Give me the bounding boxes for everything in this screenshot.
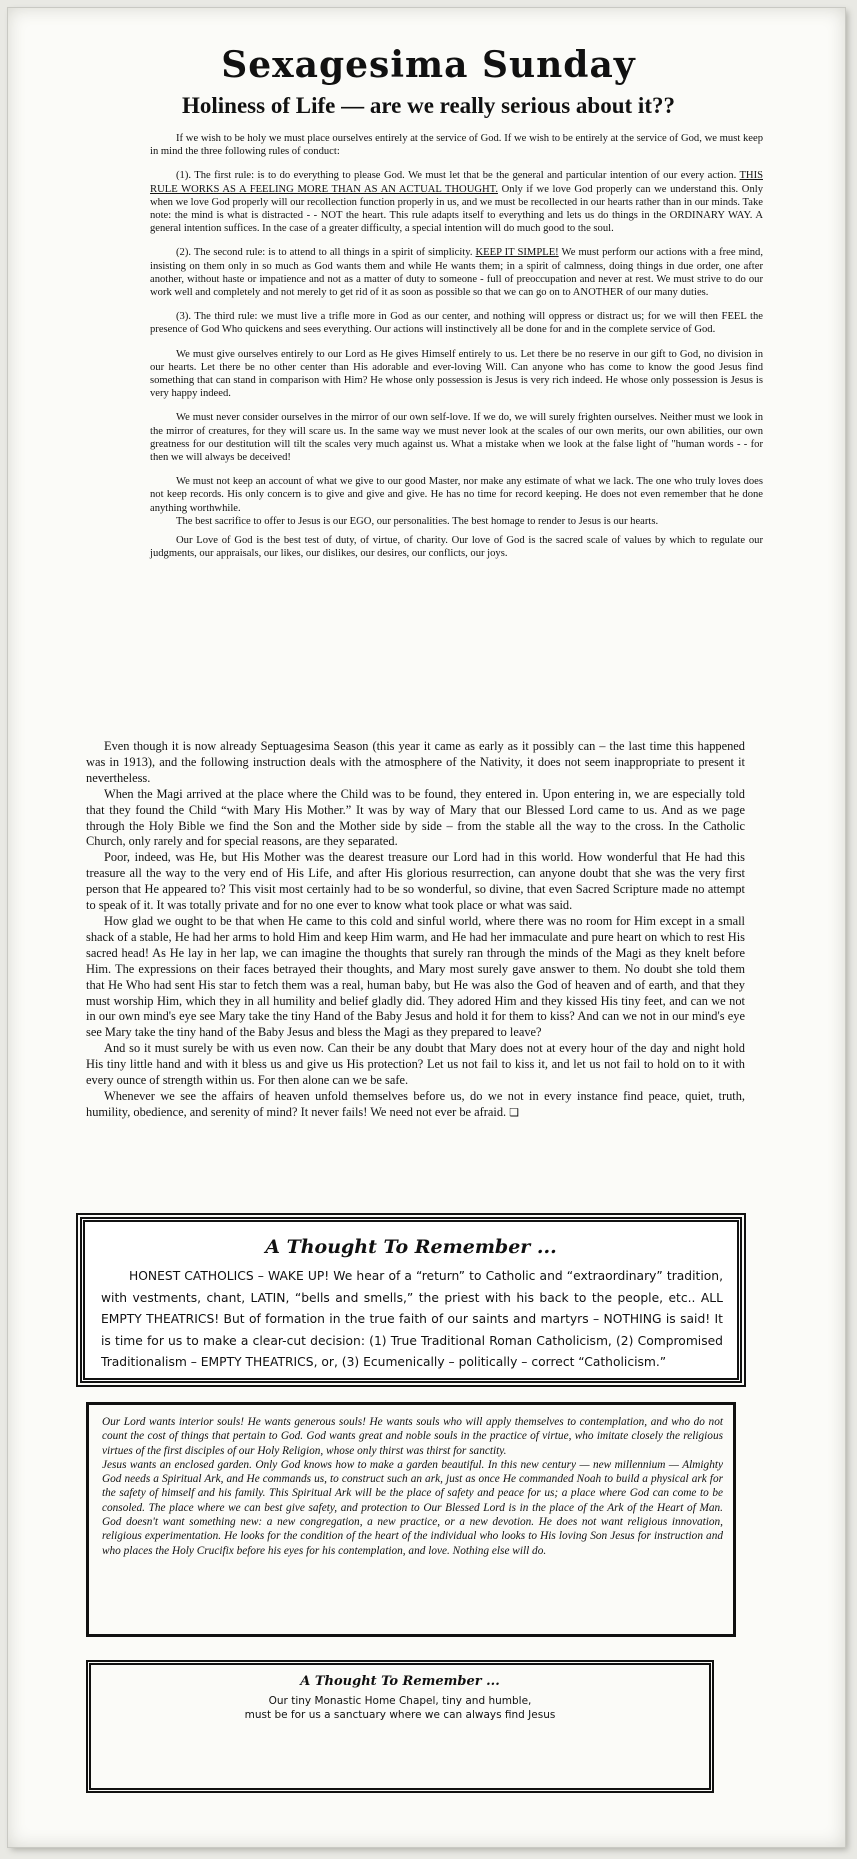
thought-box-secondary <box>86 1660 714 1793</box>
intro-section <box>150 132 763 571</box>
page-title: Sexagesima Sunday <box>221 44 636 86</box>
rule-two-text: (2). The second rule: is to attend to all things in a spirit of simplicity. <box>176 247 476 259</box>
article-paragraph <box>86 1089 745 1121</box>
thought-box-title: A Thought To Remember ... <box>265 1236 557 1258</box>
spiritual-ark-paragraph: Jesus wants an enclosed garden. Only God knows how to make a garden beautiful. In this new century — new millennium — Almighty God needs a Spiritual Ark, and He commands us, to construct such an ark, just as once He commanded Noah to build a physical ark for the safety of himself and his family. This Spiritual Ark will be the place of safety and peace for us; a place where God can come to be consoled. The place where we can best give safety, and protection to Our Blessed Lord is in the place of the Ark of the Heart of Man. God doesn't want something new: a new congregation, a new practice, or a new devotion. He does not want religious innovation, religious experimentation. He looks for the condition of the heart of the individual who looks to His loving Son Jesus for instruction and who places the Holy Crucifix before his eyes for his contemplation, and love. Nothing else will do. <box>102 1458 723 1557</box>
article-paragraph: And so it must surely be with us even now. Can their be any doubt that Mary does not at every hour of the day and night hold His tiny little hand and with it bless us and give us His protection? Let us not fail to kiss it, and let us not fail to hold on to it with every ounce of strength within us. For then alone can we be safe. <box>86 1041 745 1088</box>
magi-article <box>86 739 745 1121</box>
thought-box-title: A Thought To Remember ... <box>300 1674 500 1689</box>
article-paragraph: When the Magi arrived at the place where the Child was to be found, they entered in. Upon entering in, we are especially told that they found the Child “with Mary His Mother.” It was by way of Mary that our Blessed Lord came to us. And as we page through the Holy Bible we find the Son and the Mother side by side – from the stable all the way to the cross. In the Catholic Church, only rarely and for special reasons, are they separated. <box>86 786 745 849</box>
thought-box-primary <box>80 1217 742 1383</box>
intro-paragraph: We must never consider ourselves in the mirror of our own self-love. If we do, we will surely frighten ourselves. Neither must we look in the mirror of creatures, for they will scare us. In the same way we must never look at the scales of our own merits, our own abilities, our own greatness for our destitution will tilt the scales very much against us. What a mistake when we look at the false light of "human words - - for then we will always be deceived! <box>150 412 763 464</box>
article-paragraph: Even though it is now already Septuagesima Season (this year it came as early as it possibly can – the last time this happened was in 1913), and the following instruction deals with the atmosphere of the Nativity, it does not seem inappropriate to present it nevertheless. <box>86 739 745 785</box>
rule-one-text-cont: Only if we love God properly can we understand this. Only when we love God properly will our recollection function properly in us, and we must be recollected in our hearts rather than in our minds. Take note: the mind is what is distracted - - NOT the heart. This rule adapts itself to everything and lets us do things in the ORDINARY WAY. A general intention suffices. In the case of a greater difficulty, a special intention will do much good to the soul. <box>150 183 763 235</box>
intro-paragraph: We must not keep an account of what we give to our good Master, nor make any estimate of what we lack. The one who truly loves does not keep records. His only concern is to give and give and give. He has no time for record keeping. He does not even remember that he done anything worthwhile. <box>150 476 763 514</box>
thought-box-text: HONEST CATHOLICS – WAKE UP! We hear of a “return” to Catholic and “extraordinary” tradition, with vestments, chant, LATIN, “bells and smells,” the priest with his back to the people, etc.. ALL EMPTY THEATRICS! But of formation in the true faith of our saints and martyrs – NOTHING is said! It is time for us to make a clear-cut decision: (1) True Traditional Roman Catholicism, (2) Compromised Traditionalism – EMPTY THEATRICS, or, (3) Ecumenically – politically – correct “Catholicism.” <box>101 1269 723 1369</box>
rule-three-paragraph: (3). The third rule: we must live a trifle more in God as our center, and nothing will oppress or distract us; for we will then FEEL the presence of God Who quickens and sees everything. Our actions will instinctively all be done for and in the complete service of God. <box>150 311 763 336</box>
article-paragraph: How glad we ought to be that when He came to this cold and sinful world, where there was no room for Him except in a small shack of a stable, He had her arms to hold Him and keep Him warm, and He had her immaculate and pure heart on which to rest His sacred head! As He lay in her lap, we can imagine the thoughts that surely ran through the minds of the Magi as they knelt before Him. The expressions on their faces betrayed their thoughts, and Mary most surely gave answer to them. No doubt she told them that He Who had sent His star to fetch them was a real, human baby, but He was also the God of heaven and of earth, and that they must worship Him, which they in all humility and belief gladly did. They adored Him and they kissed His tiny feet, and can we not in our own mind's eye see Mary take the tiny Hand of the Baby Jesus and hold it for them to kiss? And can we not in our mind's eye see Mary take the tiny hand of the Baby Jesus and bless the Magi as they prepared to leave? <box>86 913 745 1040</box>
article-paragraph: Poor, indeed, was He, but His Mother was the dearest treasure our Lord had in this world. How wonderful that He had this treasure all the way to the very end of His Life, and after His glorious resurrection, can anyone doubt that she was the very first person that He appeared to? This visit most certainly had to be so wonderful, so divine, that even Sacred Scripture made no attempt to speak of it. It was totally private and for no one ever to know what took place or what was said. <box>86 850 745 913</box>
rule-two-emphasis: KEEP IT SIMPLE! <box>475 247 559 259</box>
rule-one-emphasis: THIS RULE WORKS AS A FEELING MORE THAN AS AN ACTUAL THOUGHT. <box>150 170 763 195</box>
rule-two-paragraph <box>150 246 763 299</box>
rule-one-paragraph <box>150 169 763 235</box>
intro-paragraph: Our Love of God is the best test of duty, of virtue, of charity. Our love of God is the sacred scale of values by which to regulate our judgments, our appraisals, our likes, our dislikes, our desires, our conflicts, our joys. <box>150 535 763 560</box>
interior-souls-box <box>86 1402 736 1637</box>
rule-two-text-cont: We must perform our actions with a free mind, insisting on them only in so much as God wants them and while He wants them; in a spirit of calmness, doing things in due order, one after another, without haste or impatience and not as a matter of duty to someone - full of preoccupation and never at rest. We must strive to do our work well and completely and not merely to get rid of it as soon as possible so that we can go on to ANOTHER of our many duties. <box>150 247 763 299</box>
interior-souls-paragraph: Our Lord wants interior souls! He wants generous souls! He wants souls who will apply themselves to contemplation, and who do not count the cost of things that pertain to God. God wants great and noble souls in the practice of virtue, who imitate closely the religious virtues of the first disciples of our Holy Religion, whose only thirst was thirst for sanctity. <box>102 1416 723 1457</box>
rule-one-text: (1). The first rule: is to do everything to please God. We must let that be the general and particular intention of our every action. <box>176 170 740 182</box>
article-closing-text: Whenever we see the affairs of heaven unfold themselves before us, do we not in every instance find peace, quiet, truth, humility, obedience, and serenity of mind? It never fails! We need not ever be afraid. <box>86 1088 745 1119</box>
intro-paragraph: The best sacrifice to offer to Jesus is our EGO, our personalities. The best homage to render to Jesus is our hearts. <box>176 515 659 527</box>
intro-paragraph: If we wish to be holy we must place ourselves entirely at the service of God. If we wish to be entirely at the service of God, we must keep in mind the three following rules of conduct: <box>150 133 763 158</box>
thought-box-line: must be for us a sanctuary where we can always find Jesus <box>244 1709 556 1721</box>
intro-paragraph: We must give ourselves entirely to our Lord as He gives Himself entirely to us. Let there be no reserve in our gift to God, no division in our hearts. Let there be no other center than His adorable and ever-loving Will. Can anyone who has come to know the good Jesus find something that can stand in comparison with Him? He whose only possession is Jesus is very rich indeed. He whose only possession is Jesus is very happy indeed. <box>150 348 763 400</box>
end-mark-icon: ❏ <box>509 1105 520 1119</box>
thought-box-line: Our tiny Monastic Home Chapel, tiny and humble, <box>268 1695 532 1707</box>
page-subtitle: Holiness of Life — are we really serious about it?? <box>182 93 675 118</box>
